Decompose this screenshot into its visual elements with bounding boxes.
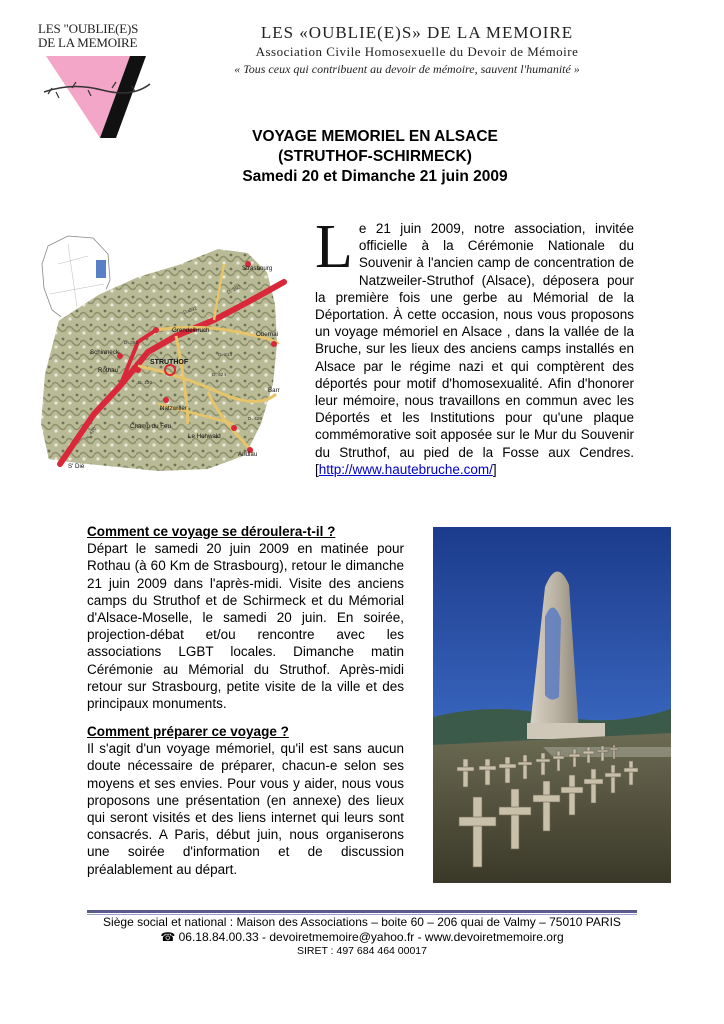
map-road-d424: D. 424 <box>212 373 227 378</box>
map-road-d392-b: D. 392 <box>182 306 198 316</box>
title-line-2: (STRUTHOF-SCHIRMECK) <box>278 148 472 165</box>
organization-quote: « Tous ceux qui contribuent au devoir de mémoire, sauvent l'humanité » <box>234 62 580 76</box>
pink-triangle-icon <box>42 52 154 142</box>
map-label-obernai: Obernai <box>256 331 279 338</box>
hautebruche-link[interactable]: http://www.hautebruche.com/ <box>318 461 493 477</box>
map-label-natzwiller: Natzwiller <box>160 405 187 412</box>
document-title <box>150 127 600 187</box>
footer-siret: SIRET : 497 684 464 00017 <box>297 945 427 957</box>
intro-paragraph <box>315 213 634 478</box>
map-road-n420: N. 420 <box>85 426 98 442</box>
map-label-strasbourg: Strasbourg <box>242 265 273 272</box>
map-label-barr: Barr <box>268 387 280 394</box>
section-trip-schedule <box>87 523 404 712</box>
association-logo <box>38 22 153 140</box>
link-bracket-open: [ <box>315 461 319 477</box>
section-1-body: Départ le samedi 20 juin 2009 en matinée pour Rothau (à 60 Km de Strasbourg), retour le dimanche 21 juin 2009 dans l'après-midi. Visite des anciens camps du Struthof et de Schirmeck et du Mémorial d'Alsace-Moselle, le samedi 20 juin. En soirée, projection-débat et/ou rencontre avec les associations LGBT locales. Dimanche matin Cérémonie au Mémorial du Struthof. Après-midi retour sur Strasbourg, petite visite de la ville et des principaux monuments. <box>87 541 404 712</box>
organization-subtitle: Association Civile Homosexuelle du Devoir de Mémoire <box>255 44 579 59</box>
footer-contact <box>60 930 664 944</box>
map-label-schirmeck: Schirmeck <box>90 349 119 356</box>
map-label-le-hohwald: Le Hohwald <box>188 433 221 440</box>
footer-divider <box>87 910 637 913</box>
logo-line-2: DE LA MEMOIRE <box>38 35 138 50</box>
map-label-st-die: S' Dié <box>68 463 85 470</box>
map-label-struthof: STRUTHOF <box>150 359 189 366</box>
region-map <box>38 224 292 474</box>
intro-text: e 21 juin 2009, notre association, invitée officielle à la Cérémonie Nationale du Souvenir à l'ancien camp de concentration de Natzweiler-Struthof (Alsace), déposera pour la première fois une gerbe au Mémorial de la Déportation. À cette occasion, nous vous proposons un voyage mémoriel en Alsace , dans la vallée de la Bruche, sur les lieux des anciens camps installés en Alsace par le régime nazi et qui comptèrent des déportés pour motif d'homosexualité. Afin d'honorer leur mémoire, nous travaillons en commun avec les Déportés et les Institutions pour qu'une plaque commémorative soit apposée sur le Mur du Souvenir du Struthof, au pied de la Fosse aux Cendres. <box>315 221 634 460</box>
section-2-body: Il s'agit d'un voyage mémoriel, qu'il est sans aucun doute nécessaire de préparer, chacun-e selon ses moyens et ses envies. Pour vous y aider, nous vous proposons une présentation (en annexe) des lieux qui seront visités et des liens internet qui leurs sont consacrés. A Paris, début juin, nous organiserons une soirée d'information et de discussion préalablement au départ. <box>87 741 404 877</box>
section-2-heading: Comment préparer ce voyage ? <box>87 724 289 739</box>
organization-title: LES «OUBLIE(E)S» DE LA MEMOIRE <box>260 23 574 42</box>
map-road-d392-c: D. 392 <box>124 341 139 346</box>
map-road-d426: D. 426 <box>248 417 263 422</box>
map-road-d214: D. 214 <box>218 353 233 358</box>
link-bracket-close: ] <box>492 461 497 477</box>
map-label-grendelbruch: Grendelbruch <box>172 327 210 334</box>
map-label-andlau: Andlau <box>238 451 258 458</box>
footer-contact-text: 06.18.84.00.33 - devoiretmemoire@yahoo.fr - www.devoiretmemoire.org <box>178 930 564 944</box>
title-line-3: Samedi 20 et Dimanche 21 juin 2009 <box>242 168 508 185</box>
drop-cap: L <box>315 213 353 281</box>
footer-address: Siège social et national : Maison des Associations – boite 60 – 206 quai de Valmy – 75010 PARIS <box>103 915 621 929</box>
logo-line-1: LES "OUBLIE(E)S <box>38 21 139 36</box>
map-road-d130: D. 130 <box>138 381 153 386</box>
map-label-champ-du-feu: Champ du Feu <box>130 423 171 430</box>
memorial-photo <box>433 527 671 883</box>
phone-icon: ☎ <box>160 930 176 944</box>
section-trip-preparation <box>87 723 404 878</box>
map-label-rothau: Rothau <box>98 367 118 374</box>
title-line-1: VOYAGE MEMORIEL EN ALSACE <box>252 128 498 145</box>
map-road-d392-a: D. 392 <box>226 285 242 296</box>
section-1-heading: Comment ce voyage se déroulera-t-il ? <box>87 524 336 539</box>
